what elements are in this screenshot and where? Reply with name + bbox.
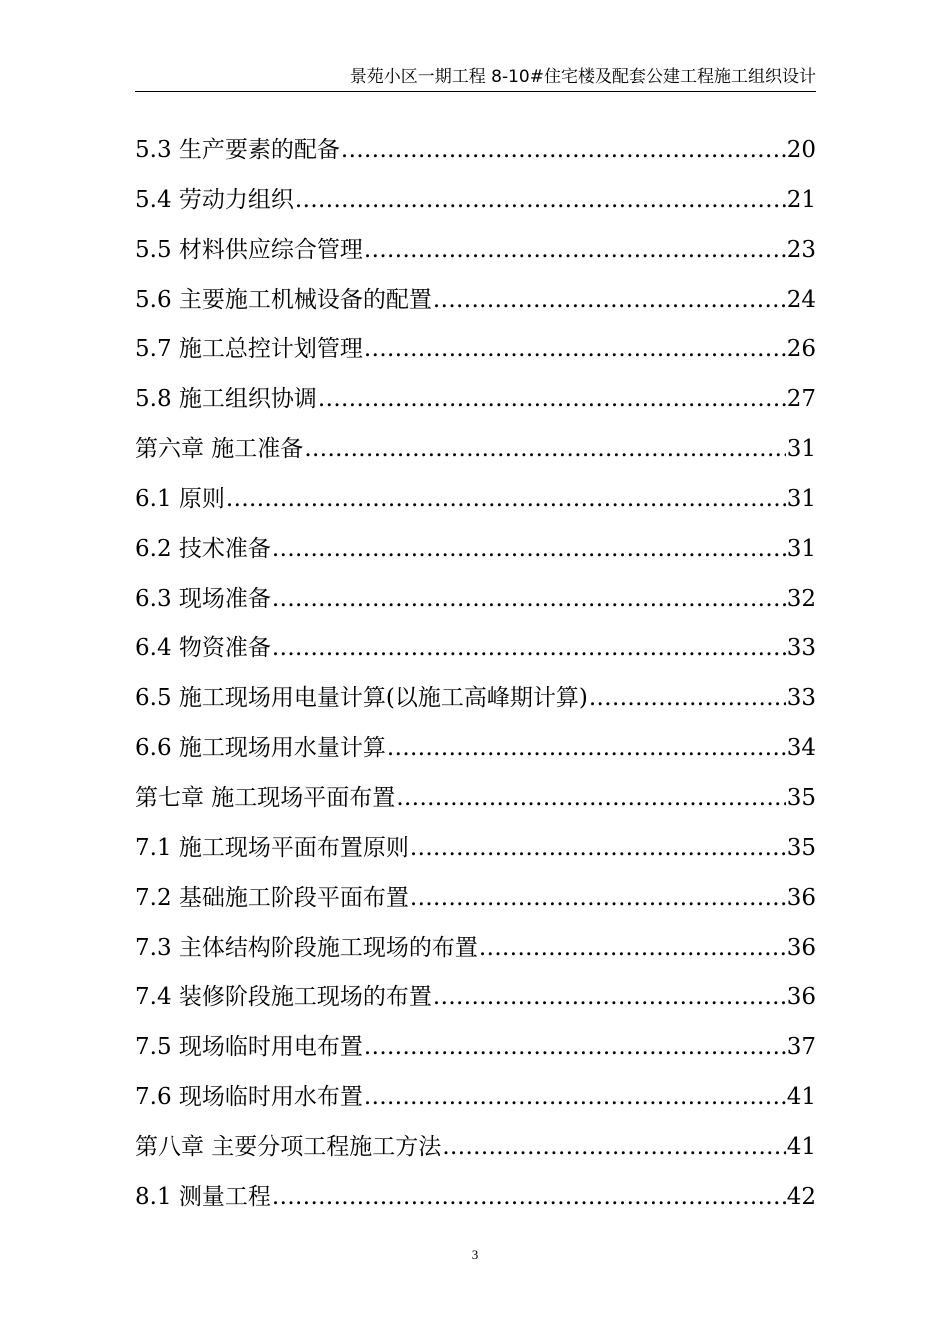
- toc-entry-page: 33: [786, 635, 816, 662]
- toc-entry-page: 32: [786, 585, 816, 612]
- toc-dot-leader: [341, 126, 786, 176]
- toc-entry-title: 6.1 原则: [135, 485, 225, 512]
- toc-entry-page: 41: [786, 1084, 816, 1111]
- toc-entry-page: 34: [786, 735, 816, 762]
- toc-entry[interactable]: [135, 874, 816, 924]
- toc-entry[interactable]: [135, 924, 816, 974]
- toc-dot-leader: [396, 774, 785, 824]
- toc-entry[interactable]: [135, 525, 816, 575]
- toc-dot-leader: [226, 475, 786, 525]
- toc-entry-title: 7.3 主体结构阶段施工现场的布置: [135, 934, 478, 961]
- toc-entry[interactable]: [135, 1073, 816, 1123]
- toc-entry-title: 5.3 生产要素的配备: [135, 137, 340, 163]
- toc-entry-page: 23: [786, 236, 816, 263]
- toc-entry-page: 35: [786, 784, 816, 811]
- toc-entry-page: 42: [786, 1183, 816, 1210]
- toc-dot-leader: [433, 973, 786, 1023]
- toc-entry[interactable]: [135, 973, 816, 1023]
- toc-entry-title: 6.4 物资准备: [135, 635, 271, 662]
- toc-entry-page: 31: [786, 535, 816, 562]
- toc-dot-leader: [272, 525, 786, 575]
- toc-entry[interactable]: [135, 375, 816, 425]
- toc-entry-page: 33: [786, 685, 816, 712]
- toc-entry-title: 5.5 材料供应综合管理: [135, 236, 363, 263]
- header-divider: [135, 91, 816, 92]
- toc-entry-title: 7.5 现场临时用电布置: [135, 1034, 363, 1061]
- toc-entry-title: 6.5 施工现场用电量计算(以施工高峰期计算): [135, 685, 588, 712]
- toc-entry-title: 6.2 技术准备: [135, 535, 271, 562]
- toc-dot-leader: [295, 176, 786, 226]
- toc-entry[interactable]: [135, 226, 816, 276]
- toc-entry-title: 7.4 装修阶段施工现场的布置: [135, 984, 432, 1011]
- toc-dot-leader: [387, 724, 786, 774]
- page-number: 3: [471, 1247, 479, 1262]
- toc-entry-page: 41: [786, 1133, 816, 1160]
- toc-dot-leader: [364, 226, 786, 276]
- toc-entry[interactable]: [135, 774, 816, 824]
- toc-entry-title: 5.7 施工总控计划管理: [135, 336, 363, 363]
- toc-dot-leader: [364, 325, 786, 375]
- document-header-title: 景苑小区一期工程 8-10#住宅楼及配套公建工程施工组织设计: [349, 67, 816, 87]
- toc-entry-page: 36: [786, 934, 816, 961]
- toc-entry-page: 31: [786, 436, 816, 463]
- toc-dot-leader: [442, 1123, 785, 1173]
- toc-entry[interactable]: [135, 824, 816, 874]
- toc-dot-leader: [589, 674, 786, 724]
- toc-entry[interactable]: [135, 126, 816, 176]
- toc-entry-title: 5.8 施工组织协调: [135, 386, 317, 413]
- toc-entry-page: 21: [786, 186, 816, 213]
- toc-entry-page: 31: [786, 485, 816, 512]
- toc-entry-page: 20: [786, 137, 816, 163]
- toc-entry-title: 5.4 劳动力组织: [135, 186, 294, 213]
- toc-entry-title: 6.3 现场准备: [135, 585, 271, 612]
- toc-entry-title: 第八章 主要分项工程施工方法: [135, 1133, 442, 1160]
- toc-entry-title: 5.6 主要施工机械设备的配置: [135, 286, 432, 313]
- toc-dot-leader: [364, 1023, 786, 1073]
- toc-entry-page: 27: [786, 386, 816, 413]
- toc-dot-leader: [479, 924, 786, 974]
- toc-dot-leader: [272, 1173, 786, 1223]
- toc-dot-leader: [304, 425, 785, 475]
- toc-entry-title: 7.1 施工现场平面布置原则: [135, 834, 409, 861]
- toc-entry-title: 7.2 基础施工阶段平面布置: [135, 884, 409, 911]
- toc-entry-page: 24: [786, 286, 816, 313]
- toc-entry[interactable]: [135, 1173, 816, 1223]
- toc-dot-leader: [433, 276, 786, 326]
- toc-entry[interactable]: [135, 724, 816, 774]
- toc-entry-page: 26: [786, 336, 816, 363]
- toc-entry[interactable]: [135, 475, 816, 525]
- toc-dot-leader: [318, 375, 786, 425]
- toc-dot-leader: [272, 624, 786, 674]
- toc-entry-title: 第六章 施工准备: [135, 436, 304, 463]
- table-of-contents: [135, 126, 816, 1223]
- toc-entry[interactable]: [135, 425, 816, 475]
- toc-entry-page: 36: [786, 884, 816, 911]
- toc-entry-title: 8.1 测量工程: [135, 1183, 271, 1210]
- toc-dot-leader: [364, 1073, 786, 1123]
- toc-entry-page: 36: [786, 984, 816, 1011]
- toc-entry[interactable]: [135, 575, 816, 625]
- toc-entry-page: 35: [786, 834, 816, 861]
- toc-entry-page: 37: [786, 1034, 816, 1061]
- toc-entry-title: 6.6 施工现场用水量计算: [135, 735, 386, 762]
- toc-entry[interactable]: [135, 1123, 816, 1173]
- toc-entry[interactable]: [135, 674, 816, 724]
- toc-entry-title: 第七章 施工现场平面布置: [135, 784, 396, 811]
- toc-dot-leader: [410, 824, 786, 874]
- toc-entry-title: 7.6 现场临时用水布置: [135, 1084, 363, 1111]
- toc-entry[interactable]: [135, 1023, 816, 1073]
- toc-entry[interactable]: [135, 276, 816, 326]
- toc-dot-leader: [272, 575, 786, 625]
- toc-dot-leader: [410, 874, 786, 924]
- toc-entry[interactable]: [135, 624, 816, 674]
- toc-entry[interactable]: [135, 176, 816, 226]
- toc-entry[interactable]: [135, 325, 816, 375]
